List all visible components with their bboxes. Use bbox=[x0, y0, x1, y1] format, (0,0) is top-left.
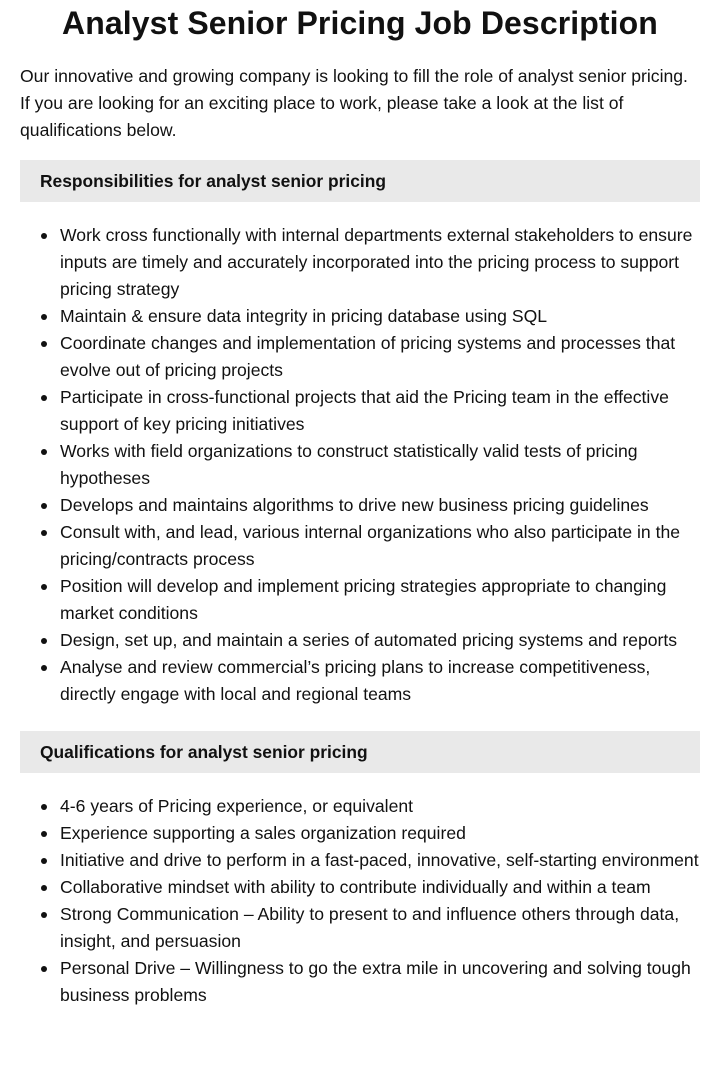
list-item bbox=[20, 438, 700, 492]
bullet-icon bbox=[41, 831, 47, 837]
list-item-text: Position will develop and implement pricing strategies appropriate to changing market conditions bbox=[60, 576, 667, 623]
list-item bbox=[20, 847, 700, 874]
page-title: Analyst Senior Pricing Job Description bbox=[62, 5, 658, 41]
list-item bbox=[20, 901, 700, 955]
bullet-icon bbox=[41, 341, 47, 347]
list-item-text: Initiative and drive to perform in a fast-paced, innovative, self-starting environment bbox=[60, 850, 699, 870]
list-item-text: Consult with, and lead, various internal organizations who also participate in the pricing/contracts process bbox=[60, 522, 681, 569]
list-item bbox=[20, 627, 700, 654]
list-item-text: Works with field organizations to construct statistically valid tests of pricing hypotheses bbox=[60, 441, 638, 488]
qualifications-list bbox=[20, 793, 700, 1009]
list-item bbox=[20, 330, 700, 384]
list-item-text: Develops and maintains algorithms to drive new business pricing guidelines bbox=[60, 495, 649, 515]
intro-paragraph: Our innovative and growing company is looking to fill the role of analyst senior pricing. If you are looking for an exciting place to work, please take a look at the list of qualifications below. bbox=[20, 66, 688, 140]
bullet-icon bbox=[41, 584, 47, 590]
bullet-icon bbox=[41, 503, 47, 509]
bullet-icon bbox=[41, 804, 47, 810]
responsibilities-heading: Responsibilities for analyst senior pricing bbox=[20, 160, 700, 202]
list-item-text: Participate in cross-functional projects that aid the Pricing team in the effective support of key pricing initiatives bbox=[60, 387, 669, 434]
list-item-text: Coordinate changes and implementation of pricing systems and processes that evolve out of pricing projects bbox=[60, 333, 676, 380]
list-item-text: Maintain & ensure data integrity in pricing database using SQL bbox=[60, 306, 548, 326]
list-item bbox=[20, 874, 700, 901]
bullet-icon bbox=[41, 966, 47, 972]
bullet-icon bbox=[41, 665, 47, 671]
list-item-text: Work cross functionally with internal departments external stakeholders to ensure inputs are timely and accurately incorporated into the pricing process to support pricing strategy bbox=[60, 225, 693, 299]
bullet-icon bbox=[41, 638, 47, 644]
list-item bbox=[20, 492, 700, 519]
list-item-text: Personal Drive – Willingness to go the extra mile in uncovering and solving tough business problems bbox=[60, 958, 691, 1005]
list-item-text: Experience supporting a sales organization required bbox=[60, 823, 466, 843]
list-item-text: Collaborative mindset with ability to contribute individually and within a team bbox=[60, 877, 651, 897]
list-item bbox=[20, 222, 700, 303]
list-item-text: 4-6 years of Pricing experience, or equivalent bbox=[60, 796, 414, 816]
list-item bbox=[20, 654, 700, 708]
list-item bbox=[20, 573, 700, 627]
list-item bbox=[20, 955, 700, 1009]
bullet-icon bbox=[41, 314, 47, 320]
bullet-icon bbox=[41, 885, 47, 891]
bullet-icon bbox=[41, 233, 47, 239]
bullet-icon bbox=[41, 395, 47, 401]
qualifications-heading: Qualifications for analyst senior pricing bbox=[20, 731, 700, 773]
list-item bbox=[20, 303, 700, 330]
bullet-icon bbox=[41, 858, 47, 864]
bullet-icon bbox=[41, 449, 47, 455]
list-item bbox=[20, 519, 700, 573]
list-item-text: Strong Communication – Ability to present to and influence others through data, insight, and persuasion bbox=[60, 904, 680, 951]
responsibilities-list bbox=[20, 222, 700, 708]
list-item bbox=[20, 820, 700, 847]
bullet-icon bbox=[41, 530, 47, 536]
list-item bbox=[20, 384, 700, 438]
list-item-text: Analyse and review commercial’s pricing plans to increase competitiveness, directly engage with local and regional teams bbox=[60, 657, 651, 704]
list-item bbox=[20, 793, 700, 820]
bullet-icon bbox=[41, 912, 47, 918]
list-item-text: Design, set up, and maintain a series of automated pricing systems and reports bbox=[60, 630, 678, 650]
